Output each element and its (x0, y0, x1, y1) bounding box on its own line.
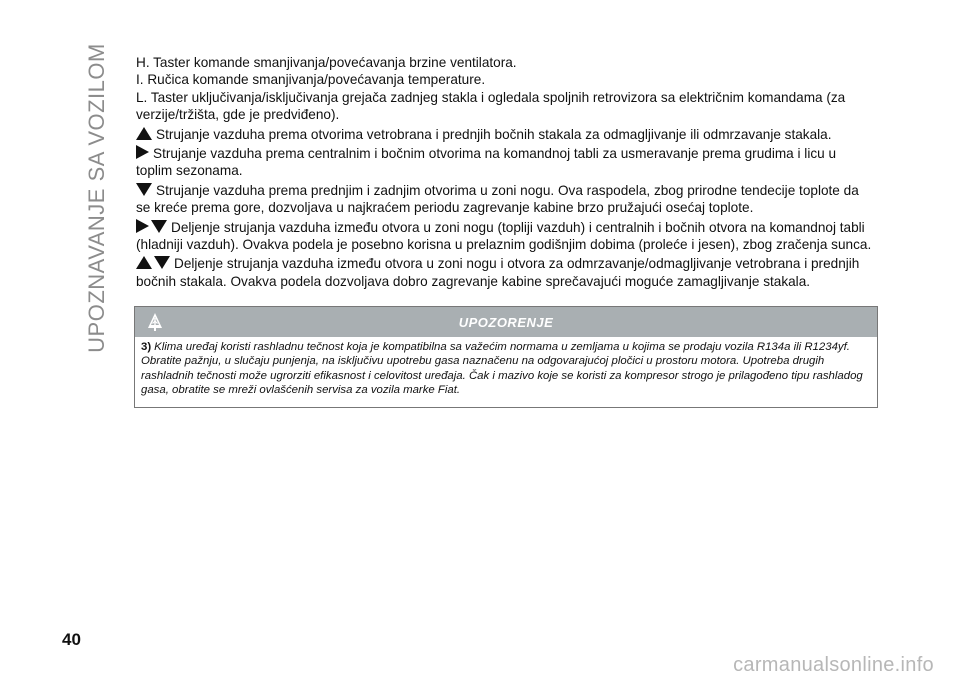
warning-text: Klima uređaj koristi rashladnu tečnost koja je kompatibilna sa važećim normama u zemljama u kojima se prodaju vozila R134a ili R1234yf. Obratite pažnju, u slučaju punjenja, na isključivu upotrebu gasa naznačenu na odgovarajućoj pločici u prostoru motora. Upotreba drugih rashladnih tečnosti može ugrorziti efikasnost i celovitost uređaja. Čak i mazivo koje se koristi za kompresor strogo je prilagođeno tipu rashladog gasa, obratite se mreži ovlašćenih servisa za vozila marke Fiat. (141, 341, 863, 396)
mode-text-down: Strujanje vazduha prema prednjim i zadnjim otvorima u zoni nogu. Ova raspodela, zbog prirodne tendecije toplote da se kreće prema gore, dozvoljava u najkraćem periodu zagrevanje kabine brzo pružajući osećaj toplote. (136, 182, 859, 216)
mode-paragraph-up-down (136, 255, 876, 290)
arrow-down-icon (154, 256, 170, 269)
mode-paragraph-up (136, 126, 876, 143)
warning-number: 3) (141, 341, 152, 353)
arrow-right-icon (136, 219, 149, 233)
warning-header (135, 307, 877, 337)
manual-text (136, 54, 876, 290)
warning-title: UPOZORENJE (458, 314, 554, 330)
section-side-title-text: UPOZNAVANJE SA VOZILOM (84, 42, 109, 353)
page-number: 40 (62, 630, 81, 649)
arrow-right-icon (136, 145, 149, 159)
environment-tree-icon (145, 312, 165, 332)
item-l: L. Taster uključivanja/isključivanja grejača zadnjeg stakla i ogledala spoljnih retrovizora sa električnim komandama (za verzije/tržišta, gde je predviđeno). (136, 89, 846, 123)
item-i: I. Ručica komande smanjivanja/povećavanja temperature. (136, 72, 486, 88)
arrow-up-icon (136, 256, 152, 269)
mode-text-up-down: Deljenje strujanja vazduha između otvora u zoni nogu i otvora za odmrzavanje/odmagljivanje vetrobrana i prednjih bočnih stakala. Ovakva podela dozvoljava dobro zagrevanje kabine sprečavajući moguće zamagljivanje stakala. (136, 256, 860, 289)
mode-paragraph-down (136, 182, 876, 217)
mode-text-right: Strujanje vazduha prema centralnim i bočnim otvorima na komandnoj tabli za usmeravanje prema grudima i licu u toplim sezonama. (136, 146, 837, 179)
warning-body (135, 337, 877, 397)
arrow-down-icon (151, 220, 167, 233)
arrow-down-icon (136, 183, 152, 196)
arrow-up-icon (136, 127, 152, 140)
item-h: H. Taster komande smanjivanja/povećavanja brzine ventilatora. (136, 55, 517, 70)
section-side-title (84, 42, 110, 353)
mode-text-up: Strujanje vazduha prema otvorima vetrobrana i prednjih bočnih stakala za odmagljivanje ili odmrzavanje stakala. (156, 126, 832, 142)
mode-paragraph-right-down (136, 219, 876, 254)
warning-box (134, 306, 878, 408)
watermark: carmanualsonline.info (733, 654, 934, 676)
mode-text-right-down: Deljenje strujanja vazduha između otvora u zoni nogu (topliji vazduh) i centralnih i bočnih otvora na komandnoj tabli (hladniji vazduh). Ovakva podela je posebno korisna u prelaznim godišnjim dobima (proleće i jesen), zbog zračenja sunca. (136, 219, 872, 253)
mode-paragraph-right (136, 145, 876, 180)
